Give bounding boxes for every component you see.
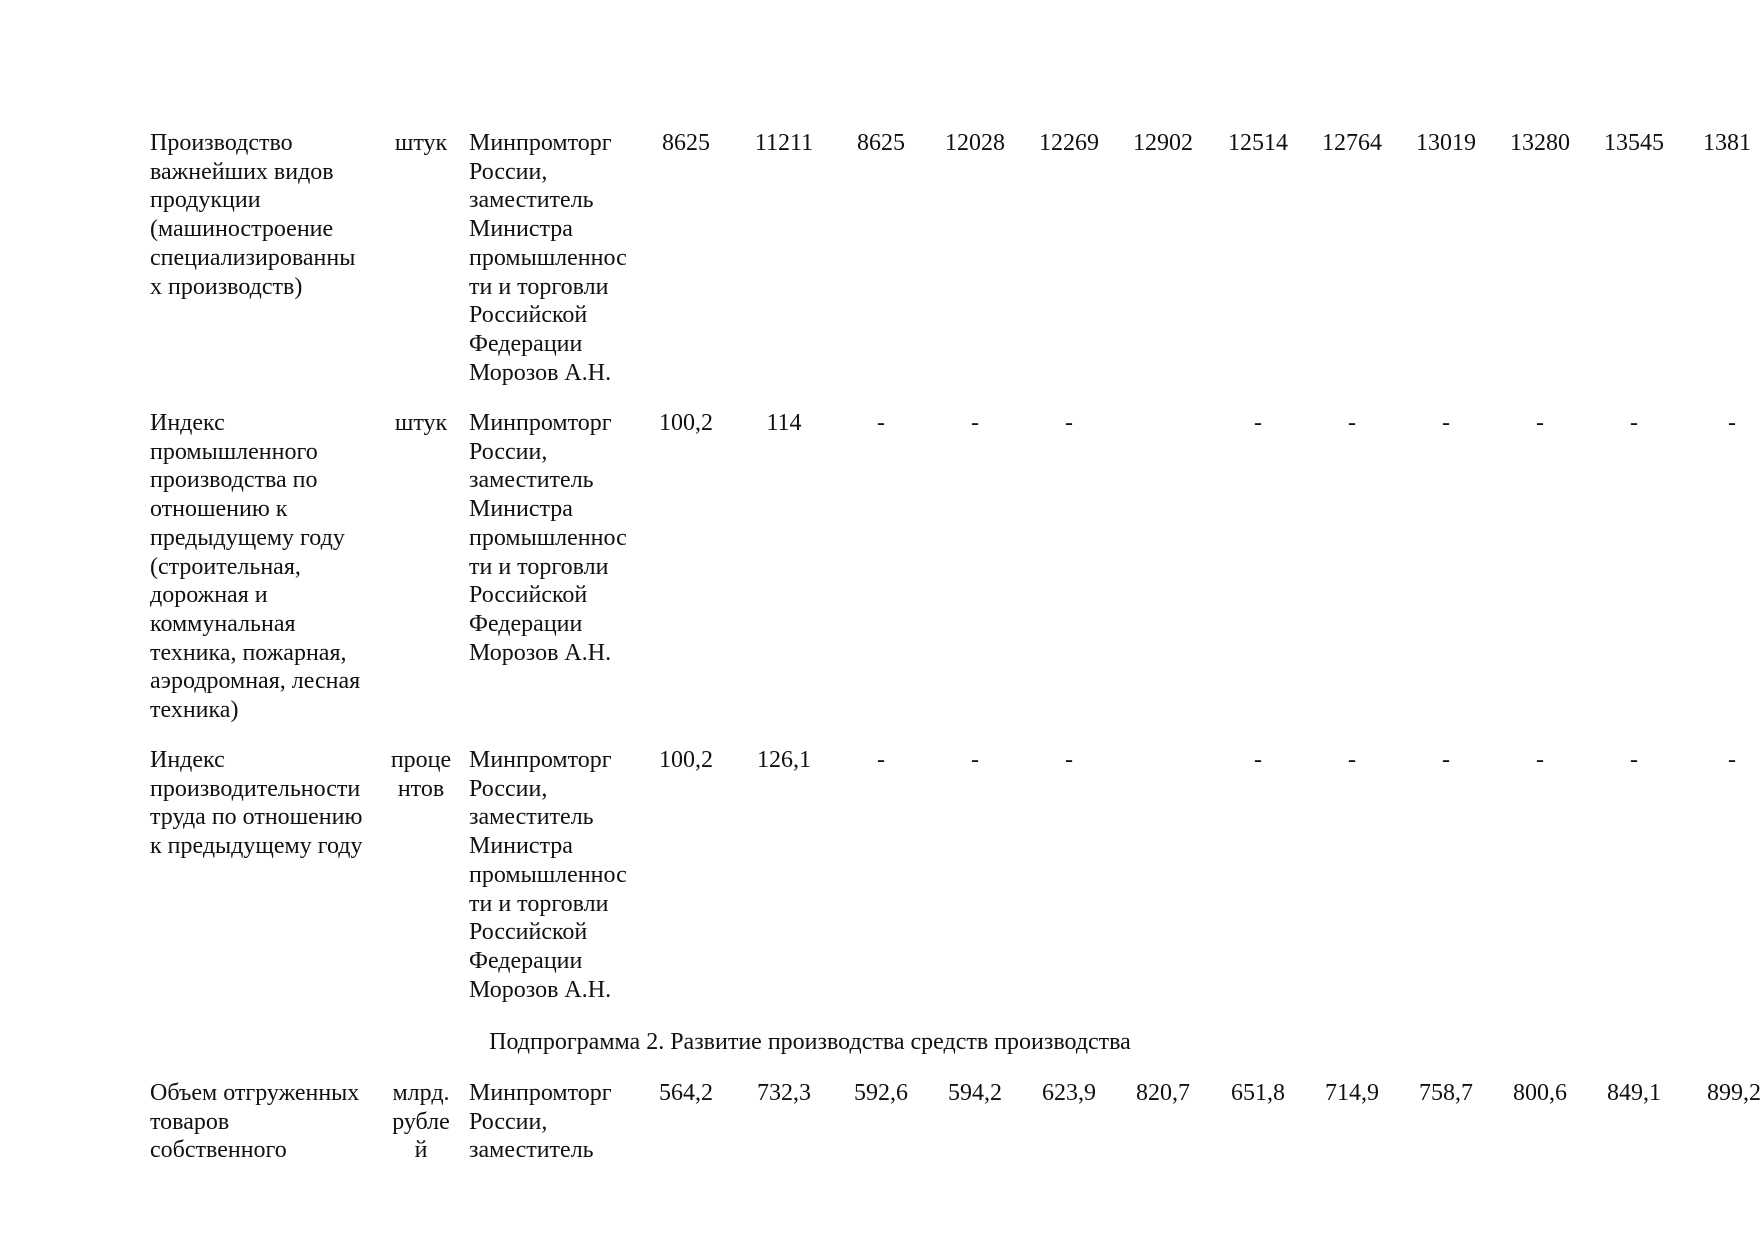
responsible-cell: Минпромторг России, заместитель Министра промышленнос ти и торговли Российской Федерации Морозов А.Н. [469,747,627,1003]
value-cell: - [971,747,979,773]
value-cell: 592,6 [854,1080,908,1106]
unit-cell: млрд. рубле й [392,1080,450,1164]
value-cell: 13019 [1416,130,1476,156]
value-cell: 899,2 [1707,1080,1761,1106]
value-cell: 651,8 [1231,1080,1285,1106]
value-cell: - [971,410,979,436]
value-cell: - [1348,410,1356,436]
value-cell: 12764 [1322,130,1382,156]
value-cell: 800,6 [1513,1080,1567,1106]
unit-cell: штук [394,130,448,156]
value-cell: 623,9 [1042,1080,1096,1106]
value-cell: 564,2 [659,1080,713,1106]
value-cell: 100,2 [659,410,713,436]
value-cell: 732,3 [757,1080,811,1106]
value-cell: - [1065,747,1073,773]
value-cell: - [1442,747,1450,773]
value-cell: 1381 [1703,130,1751,156]
value-cell: 12514 [1228,130,1288,156]
indicator-name: Индекс промышленного производства по отношению к предыдущему году (строительная, дорожная и коммунальная техника, пожарная, аэродромная, лесная техника) [150,410,361,724]
value-cell: - [877,747,885,773]
value-cell: - [1728,410,1736,436]
unit-cell: проце нтов [390,747,452,802]
value-cell: - [1348,747,1356,773]
value-cell: - [1630,410,1638,436]
value-cell: 12269 [1039,130,1099,156]
value-cell: - [1728,747,1736,773]
responsible-cell: Минпромторг России, заместитель Министра промышленнос ти и торговли Российской Федерации Морозов А.Н. [469,130,627,386]
value-cell: 594,2 [948,1080,1002,1106]
value-cell: 8625 [662,130,710,156]
value-cell: 849,1 [1607,1080,1661,1106]
value-cell: 100,2 [659,747,713,773]
value-cell: 13280 [1510,130,1570,156]
value-cell: - [1442,410,1450,436]
unit-cell: штук [394,410,448,436]
indicator-name: Производство важнейших видов продукции (машиностроение специализированны х производств) [150,130,356,300]
value-cell: - [877,410,885,436]
value-cell: - [1536,410,1544,436]
responsible-cell: Минпромторг России, заместитель Министра промышленнос ти и торговли Российской Федерации Морозов А.Н. [469,410,627,666]
value-cell: - [1254,410,1262,436]
value-cell: 11211 [754,130,814,156]
value-cell: 714,9 [1325,1080,1379,1106]
value-cell: 758,7 [1419,1080,1473,1106]
value-cell: 12028 [945,130,1005,156]
indicator-name: Объем отгруженных товаров собственного [150,1080,360,1164]
value-cell: 13545 [1604,130,1664,156]
value-cell: - [1065,410,1073,436]
section-title: Подпрограмма 2. Развитие производства средств производства [489,1029,1131,1055]
value-cell: 820,7 [1136,1080,1190,1106]
value-cell: 114 [766,410,802,436]
value-cell: - [1630,747,1638,773]
value-cell: 12902 [1133,130,1193,156]
indicator-name: Индекс производительности труда по отношению к предыдущему году [150,747,363,860]
responsible-cell: Минпромторг России, заместитель [469,1080,612,1164]
value-cell: 126,1 [757,747,811,773]
value-cell: - [1536,747,1544,773]
value-cell: - [1254,747,1262,773]
value-cell: 8625 [857,130,905,156]
